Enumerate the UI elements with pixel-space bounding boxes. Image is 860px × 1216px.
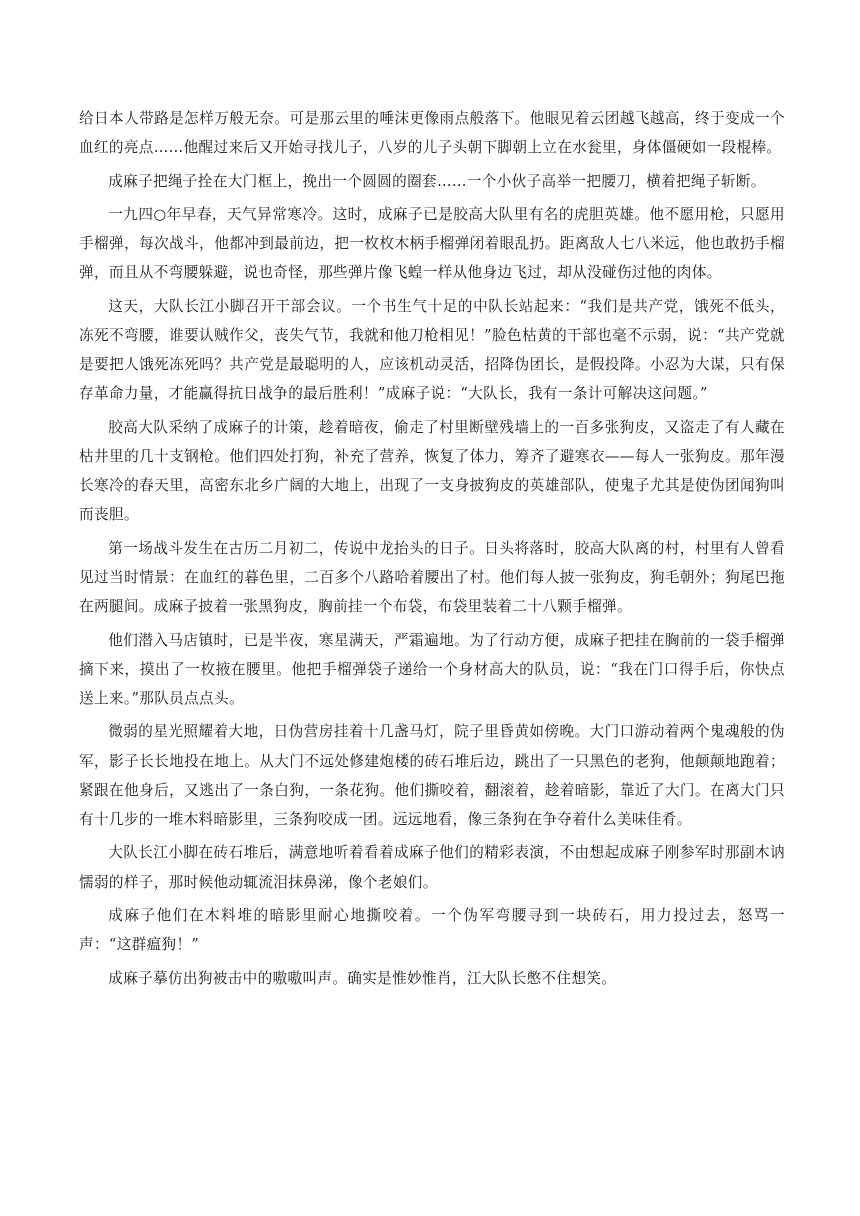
document-body	[79, 104, 785, 997]
paragraph-2: 成麻子把绳子拴在大门框上，挽出一个圆圆的圈套……一个小伙子高举一把腰刀，横着把绳子斩断。	[108, 172, 766, 190]
paragraph-6: 第一场战斗发生在古历二月初二，传说中龙抬头的日子。日头将落时，胶高大队离的村，村里有人曾看见过当时情景：在血红的暮色里，二百多个八路哈着腰出了村。他们每人披一张狗皮，狗毛朝外；狗尾巴拖在两腿间。成麻子披着一张黑狗皮，胸前挂一个布袋，布袋里装着二十八颗手榴弹。	[79, 539, 785, 616]
paragraph-5: 胶高大队采纳了成麻子的计策，趁着暗夜，偷走了村里断壁残墙上的一百多张狗皮，又盗走了有人藏在枯井里的几十支钢枪。他们四处打狗，补充了营养，恢复了体力，筹齐了避寒衣——每人一张狗皮。那年漫长寒冷的春天里，高密东北乡广阔的大地上，出现了一支身披狗皮的英雄部队，使鬼子尤其是使伪团闻狗叫而丧胆。	[79, 418, 785, 524]
paragraph-10: 成麻子他们在木料堆的暗影里耐心地撕咬着。一个伪军弯腰寻到一块砖石，用力投过去，怒骂一声：“这群瘟狗！”	[79, 906, 785, 954]
paragraph-8: 微弱的星光照耀着大地，日伪营房挂着十几盏马灯，院子里昏黄如傍晚。大门口游动着两个鬼魂般的伪军，影子长长地投在地上。从大门不远处修建炮楼的砖石堆后边，跳出了一只黑色的老狗，他颠颠地跑着；紧跟在他身后，又逃出了一条白狗，一条花狗。他们撕咬着，翻滚着，趁着暗影，靠近了大门。在离大门只有十几步的一堆木料暗影里，三条狗咬成一团。远远地看，像三条狗在争夺着什么美味佳肴。	[79, 723, 785, 828]
paragraph-9: 大队长江小脚在砖石堆后，满意地听着看着成麻子他们的精彩表演，不由想起成麻子刚参军时那副木讷懦弱的样子，那时候他动辄流泪抹鼻涕，像个老娘们。	[79, 844, 785, 891]
paragraph-1: 给日本人带路是怎样万般无奈。可是那云里的唾沫更像雨点般落下。他眼见着云团越飞越高，终于变成一个血红的亮点……他醒过来后又开始寻找儿子，八岁的儿子头朝下脚朝上立在水瓮里，身体僵硬如一段棍棒。	[79, 110, 785, 157]
paragraph-11: 成麻子摹仿出狗被击中的嗷嗷叫声。确实是惟妙惟肖，江大队长憋不住想笑。	[108, 969, 617, 987]
paragraph-7: 他们潜入马店镇时，已是半夜，寒星满天，严霜遍地。为了行动方便，成麻子把挂在胸前的一袋手榴弹摘下来，摸出了一枚掖在腰里。他把手榴弹袋子递给一个身材高大的队员，说：“我在门口得手后，你快点送上来。”那队员点点头。	[79, 631, 785, 707]
paragraph-4: 这天，大队长江小脚召开干部会议。一个书生气十足的中队长站起来：“我们是共产党，饿死不低头，冻死不弯腰，谁要认贼作父，丧失气节，我就和他刀枪相见！”脸色枯黄的干部也毫不示弱，说：“共产党就是要把人饿死冻死吗？共产党是最聪明的人，应该机动灵活，招降伪团长，是假投降。小忍为大谋，只有保存革命力量，才能赢得抗日战争的最后胜利！”成麻子说：“大队长，我有一条计可解决这问题。”	[79, 297, 785, 403]
paragraph-3: 一九四○年早春，天气异常寒冷。这时，成麻子已是胶高大队里有名的虎胆英雄。他不愿用枪，只愿用手榴弹，每次战斗，他都冲到最前边，把一枚枚木柄手榴弹闭着眼乱扔。距离敌人七八米远，他也敢扔手榴弹，而且从不弯腰躲避，说也奇怪，那些弹片像飞蝗一样从他身边飞过，却从没碰伤过他的肉体。	[79, 205, 785, 282]
